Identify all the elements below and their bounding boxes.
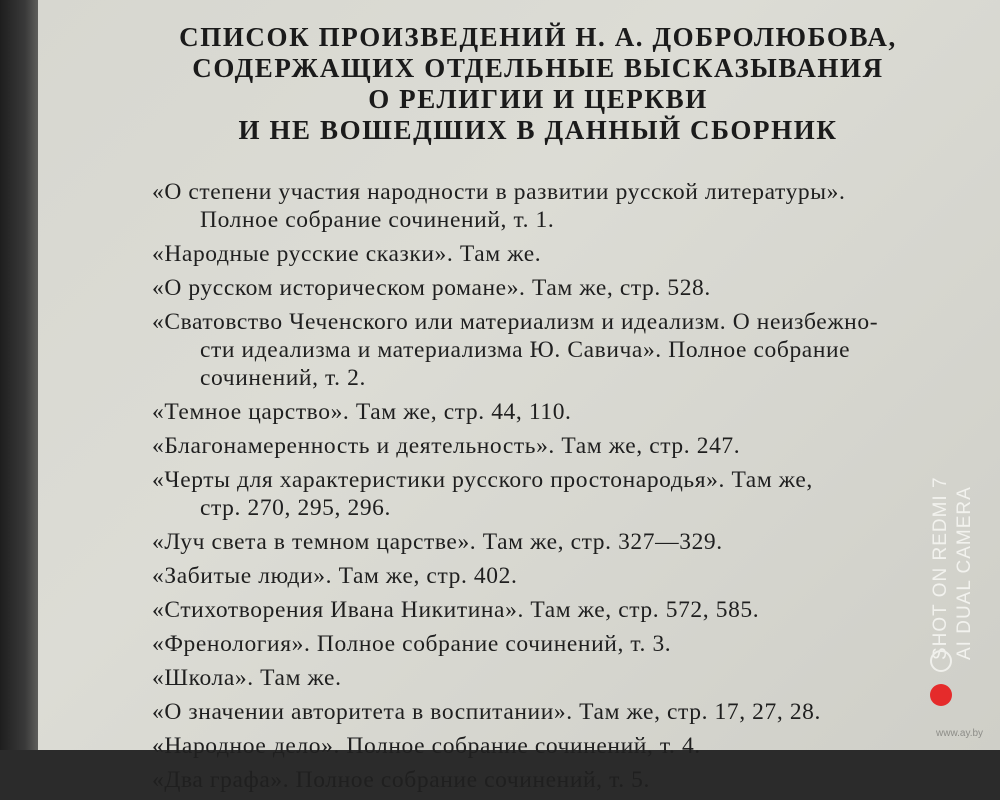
entry-line: «Темное царство». Там же, стр. 44, 110. [152,399,572,425]
entry-line: «О русском историческом романе». Там же, стр. 528. [152,275,711,301]
entry-line: «Забитые люди». Там же, стр. 402. [152,563,518,589]
entry-line: «Черты для характеристики русского простонародья». Там же, [152,467,813,493]
list-item [152,596,932,624]
book-page [38,0,1000,793]
list-item [152,698,932,726]
works-list [152,178,932,800]
list-item [152,432,932,460]
entry-line: «О значении авторитета в воспитании». Там же, стр. 17, 27, 28. [152,699,821,725]
list-item [152,466,932,522]
entry-line: «Сватовство Чеченского или материализм и идеализм. О неизбежно- [152,309,879,335]
list-item [152,732,932,760]
list-item [152,274,932,302]
entry-line: «Френология». Полное собрание сочинений, т. 3. [152,631,672,657]
watermark-ring-icon [930,650,952,672]
entry-line: Полное собрание сочинений, т. 1. [200,207,555,233]
entry-line: «Благонамеренность и деятельность». Там же, стр. 247. [152,433,741,459]
entry-line: «Школа». Там же. [152,665,342,691]
book-spine-shadow [0,0,42,750]
title-line: И НЕ ВОШЕДШИХ В ДАННЫЙ СБОРНИК [238,115,838,145]
title-line: СОДЕРЖАЩИХ ОТДЕЛЬНЫЕ ВЫСКАЗЫВАНИЯ [192,53,884,83]
page-title [158,22,918,146]
entry-line: «Стихотворения Ивана Никитина». Там же, стр. 572, 585. [152,597,760,623]
list-item [152,766,932,794]
title-line: О РЕЛИГИИ И ЦЕРКВИ [368,84,708,114]
watermark-line-2: AI DUAL CAMERA [954,486,975,660]
entry-line: «Народное дело». Полное собрание сочинений, т. 4. [152,733,701,759]
title-line: СПИСОК ПРОИЗВЕДЕНИЙ Н. А. ДОБРОЛЮБОВА, [179,22,897,52]
list-item [152,240,932,268]
list-item [152,562,932,590]
entry-line: сти идеализма и материализма Ю. Савича». Полное собрание [200,337,851,363]
list-item [152,178,932,234]
site-watermark: www.ay.by [936,728,984,739]
list-item [152,308,932,392]
entry-line: сочинений, т. 2. [200,365,366,391]
entry-line: «Народные русские сказки». Там же. [152,241,542,267]
entry-line: стр. 270, 295, 296. [200,495,392,521]
watermark-text [918,470,978,660]
list-item [152,398,932,426]
watermark-red-dot-icon [930,684,952,706]
entry-line: «Два графа». Полное собрание сочинений, т. 5. [152,767,651,793]
watermark-line-1: SHOT ON REDMI 7 [930,476,951,660]
list-item [152,664,932,692]
entry-line: «О степени участия народности в развитии русской литературы». [152,179,846,205]
entry-line: «Луч света в темном царстве». Там же, стр. 327—329. [152,529,723,555]
list-item [152,528,932,556]
list-item [152,630,932,658]
camera-watermark [918,470,978,740]
